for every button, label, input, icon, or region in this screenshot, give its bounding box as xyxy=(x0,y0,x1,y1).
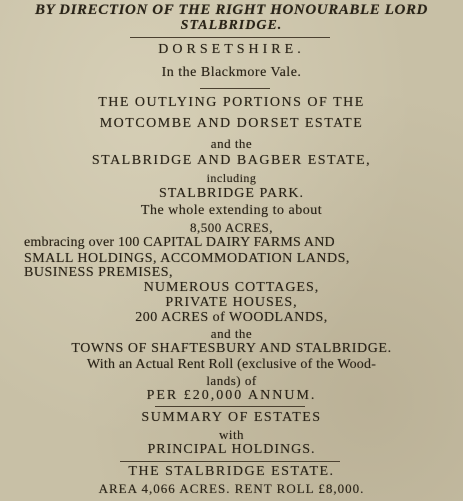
heading-line-2: STALBRIDGE. xyxy=(180,18,283,33)
divider-summary xyxy=(155,406,305,407)
body-line-3: and the xyxy=(210,136,253,151)
body-line-5: including xyxy=(206,171,257,185)
summary-line-3: PRINCIPAL HOLDINGS. xyxy=(147,442,316,457)
body-line-18: lands) of xyxy=(206,373,257,388)
estate-area-rent: AREA 4,066 ACRES. RENT ROLL £8,000. xyxy=(98,481,365,496)
body-line-14: 200 ACRES of WOODLANDS, xyxy=(135,310,328,325)
body-line-13: PRIVATE HOUSES, xyxy=(165,295,298,310)
body-line-15: and the xyxy=(210,326,253,341)
body-line-7: The whole extending to about xyxy=(140,203,323,218)
body-line-1: THE OUTLYING PORTIONS OF THE xyxy=(98,95,365,110)
district-line: In the Blackmore Vale. xyxy=(161,65,302,80)
divider-top xyxy=(130,37,330,38)
summary-line-2: with xyxy=(218,427,245,442)
body-line-6: STALBRIDGE PARK. xyxy=(158,186,305,201)
body-line-11: BUSINESS PREMISES, xyxy=(24,265,174,280)
summary-line-1: SUMMARY OF ESTATES xyxy=(141,410,322,425)
body-line-9: embracing over 100 CAPITAL DAIRY FARMS AND xyxy=(24,235,335,250)
body-line-17: With an Actual Rent Roll (exclusive of the Wood- xyxy=(86,357,377,372)
divider-estate xyxy=(120,461,340,462)
divider-district xyxy=(200,88,270,89)
body-line-16: TOWNS OF SHAFTESBURY AND STALBRIDGE. xyxy=(71,341,392,356)
body-line-10: SMALL HOLDINGS, ACCOMMODATION LANDS, xyxy=(24,251,350,266)
body-line-8: 8,500 ACRES, xyxy=(190,220,273,235)
county-title: DORSETSHIRE. xyxy=(158,42,305,57)
heading-line-1: BY DIRECTION OF THE RIGHT HONOURABLE LORD xyxy=(35,2,428,18)
estate-title: THE STALBRIDGE ESTATE. xyxy=(128,464,335,479)
body-line-19: PER £20,000 ANNUM. xyxy=(146,388,317,403)
body-line-4: STALBRIDGE AND BAGBER ESTATE, xyxy=(91,153,372,168)
body-line-2: MOTCOMBE AND DORSET ESTATE xyxy=(99,116,364,131)
body-line-12: NUMEROUS COTTAGES, xyxy=(143,280,320,295)
